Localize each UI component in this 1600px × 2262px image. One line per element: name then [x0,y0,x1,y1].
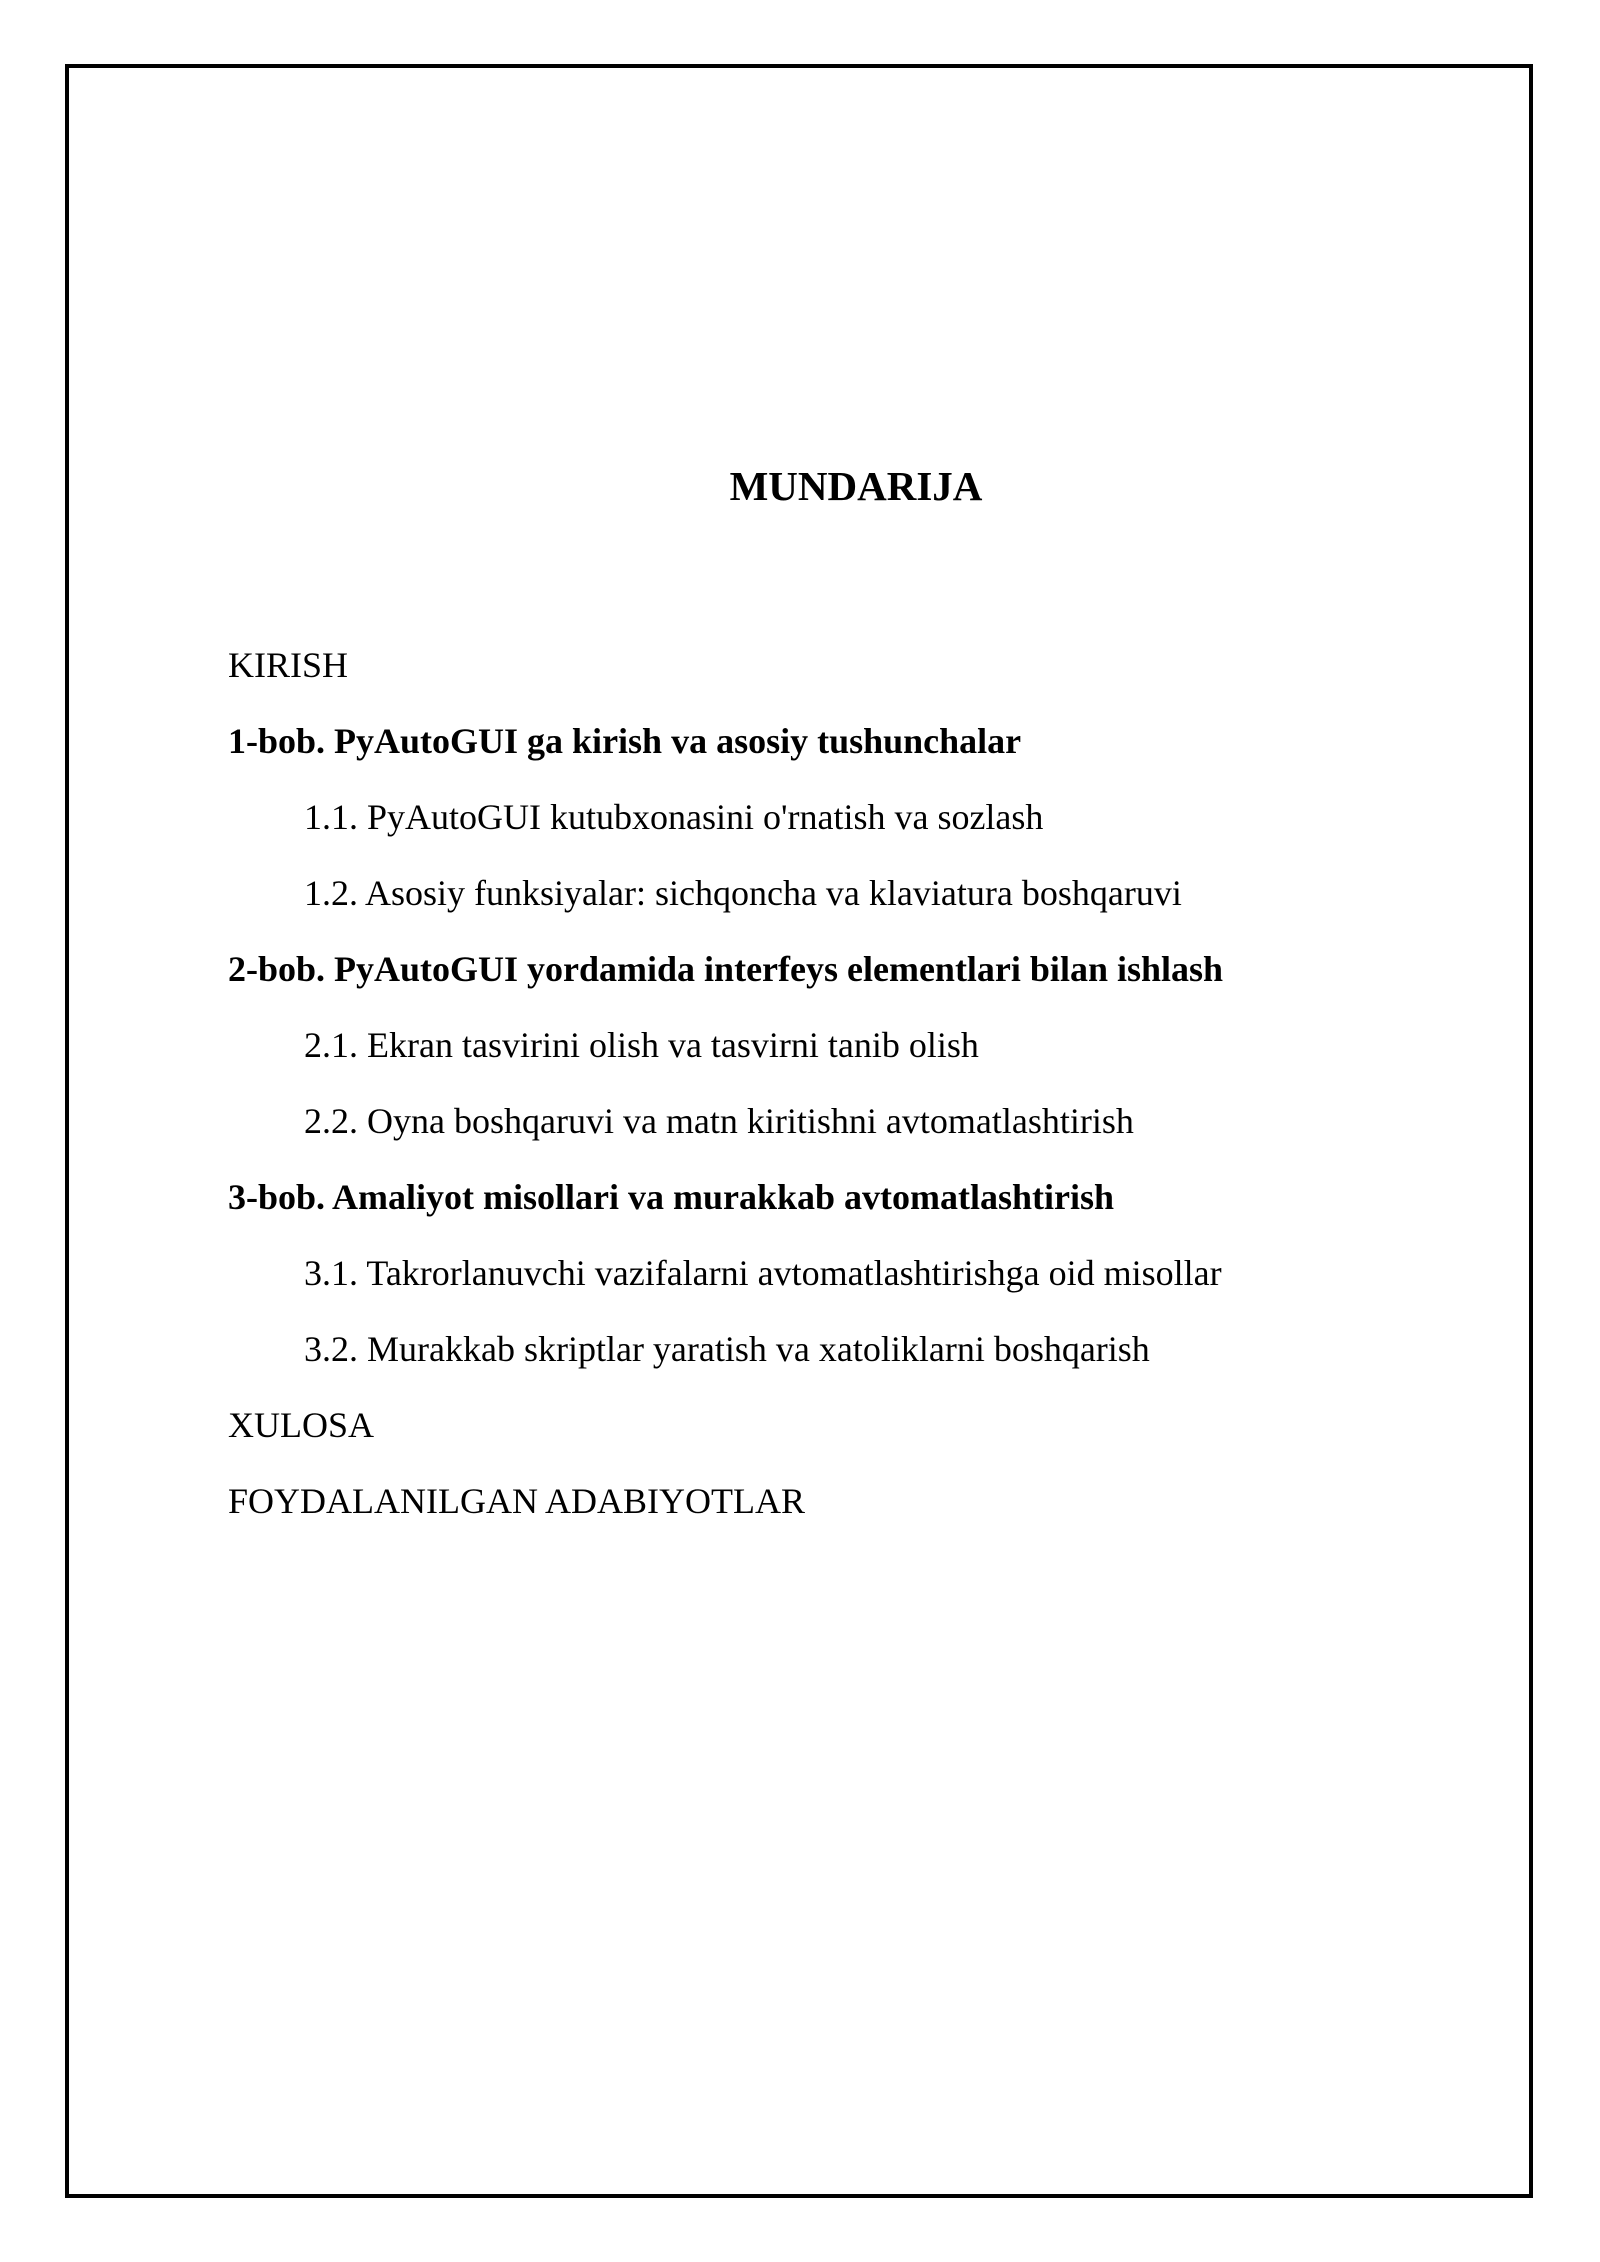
toc-entry-chapter-3: 3-bob. Amaliyot misollari va murakkab avtomatlashtirish [228,1177,1115,1217]
toc-entry-chapter-1: 1-bob. PyAutoGUI ga kirish va asosiy tushunchalar [228,721,1022,761]
toc-entry-xulosa: XULOSA [228,1405,375,1445]
toc-entry-section-2-2: 2.2. Oyna boshqaruvi va matn kiritishni avtomatlashtirish [304,1101,1134,1141]
toc-entry-chapter-2: 2-bob. PyAutoGUI yordamida interfeys elementlari bilan ishlash [228,949,1224,989]
toc-entry-section-3-1: 3.1. Takrorlanuvchi vazifalarni avtomatlashtirishga oid misollar [304,1253,1222,1293]
toc-entry-section-2-1: 2.1. Ekran tasvirini olish va tasvirni tanib olish [304,1025,979,1065]
toc-entry-kirish: KIRISH [228,645,349,685]
toc-entry-section-1-1: 1.1. PyAutoGUI kutubxonasini o'rnatish va sozlash [304,797,1044,837]
toc-title: MUNDARIJA [729,463,983,509]
toc-entry-references: FOYDALANILGAN ADABIYOTLAR [228,1481,805,1521]
table-of-contents [228,636,1223,1548]
toc-entry-section-1-2: 1.2. Asosiy funksiyalar: sichqoncha va klaviatura boshqaruvi [304,873,1182,913]
toc-entry-section-3-2: 3.2. Murakkab skriptlar yaratish va xatoliklarni boshqarish [304,1329,1150,1369]
